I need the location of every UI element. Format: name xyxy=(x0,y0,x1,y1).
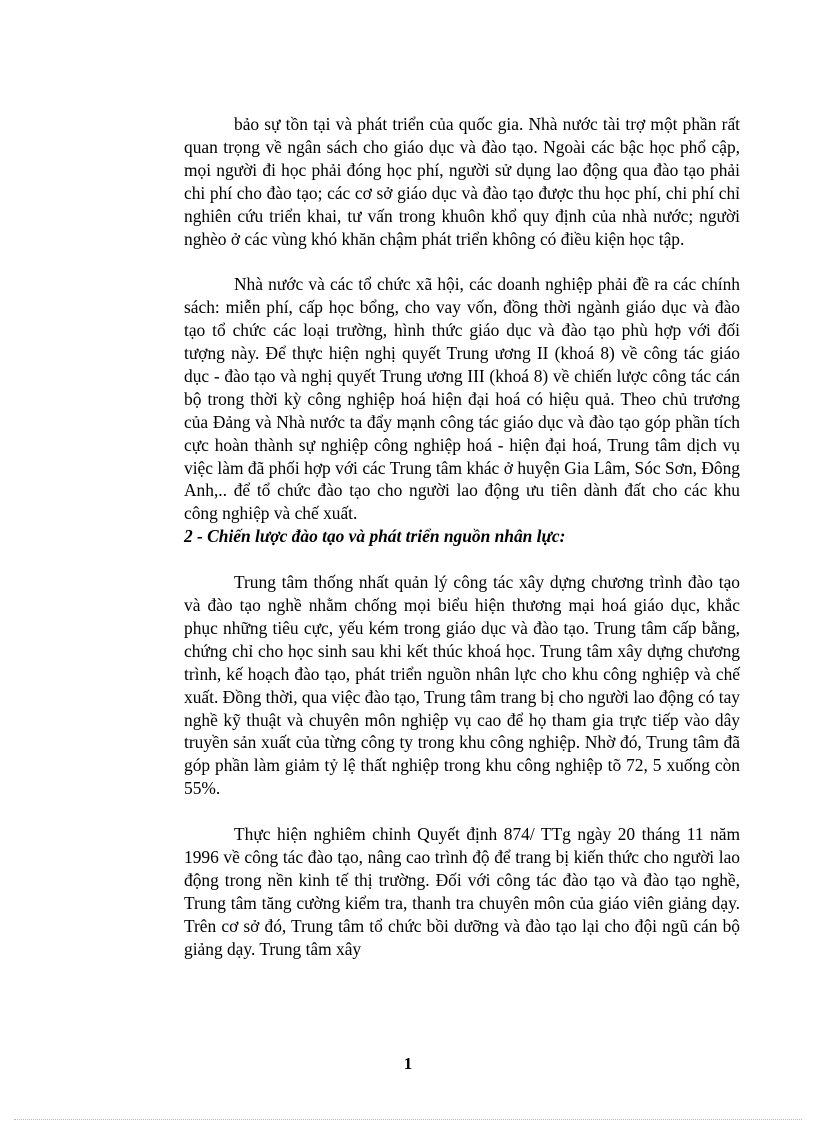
document-body xyxy=(184,113,740,960)
paragraph-4: Thực hiện nghiêm chỉnh Quyết định 874/ TTg ngày 20 tháng 11 năm 1996 về công tác đào tạo, nâng cao trình độ để trang bị kiến thức cho người lao động trong nền kinh tế thị trường. Đối với công tác đào tạo và đào tạo nghề, Trung tâm tăng cường kiểm tra, thanh tra chuyên môn của giáo viên giảng dạy. Trên cơ sở đó, Trung tâm tổ chức bồi dưỡng và đào tạo lại cho đội ngũ cán bộ giảng dạy. Trung tâm xây xyxy=(184,824,740,959)
section-heading: 2 - Chiến lược đào tạo và phát triển nguồn nhân lực: xyxy=(184,526,566,547)
paragraph-1: bảo sự tồn tại và phát triển của quốc gia. Nhà nước tài trợ một phần rất quan trọng về ngân sách cho giáo dục và đào tạo. Ngoài các bậc học phổ cập, mọi người đi học phải đóng học phí, người sử dụng lao động qua đào tạo phải chi phí cho đào tạo; các cơ sở giáo dục và đào tạo được thu học phí, chi phí chỉ nghiên cứu triển khai, tư vấn trong khuôn khổ quy định của nhà nước; người nghèo ở các vùng khó khăn chậm phát triển không có điều kiện học tập. xyxy=(184,114,740,249)
page-number: 1 xyxy=(403,1054,413,1073)
paragraph-3: Trung tâm thống nhất quản lý công tác xây dựng chương trình đào tạo và đào tạo nghề nhằm chống mọi biểu hiện thương mại hoá giáo dục, khắc phục những tiêu cực, yếu kém trong giáo dục và đào tạo. Trung tâm cấp bằng, chứng chỉ cho học sinh sau khi kết thúc khoá học. Trung tâm xây dựng chương trình, kế hoạch đào tạo, phát triển nguồn nhân lực cho khu công nghiệp và chế xuất. Đồng thời, qua việc đào tạo, Trung tâm trang bị cho người lao động có tay nghề kỹ thuật và chuyên môn nghiệp vụ cao để họ tham gia trực tiếp vào dây truyền sản xuất của từng công ty trong khu công nghiệp. Nhờ đó, Trung tâm đã góp phần làm giảm tỷ lệ thất nghiệp trong khu công nghiệp tõ 72, 5 xuống còn 55%. xyxy=(184,572,740,799)
paragraph-2: Nhà nước và các tổ chức xã hội, các doanh nghiệp phải đề ra các chính sách: miễn phí, cấp học bổng, cho vay vốn, đồng thời ngành giáo dục và đào tạo tổ chức các loại trường, hình thức giáo dục và đào tạo phù hợp với đối tượng này. Để thực hiện nghị quyết Trung ương II (khoá 8) về công tác giáo dục - đào tạo và nghị quyết Trung ương III (khoá 8) về chiến lược công tác cán bộ trong thời kỳ công nghiệp hoá hiện đại hoá có hiệu quả. Theo chủ trương của Đảng và Nhà nước ta đẩy mạnh công tác giáo dục và đào tạo góp phần tích cực hoàn thành sự nghiệp công nghiệp hoá - hiện đại hoá, Trung tâm dịch vụ việc làm đã phối hợp với các Trung tâm khác ở huyện Gia Lâm, Sóc Sơn, Đông Anh,.. để tổ chức đào tạo cho người lao động ưu tiên dành đất cho các khu công nghiệp và chế xuất. xyxy=(184,274,740,524)
page-bottom-divider xyxy=(14,1119,802,1120)
